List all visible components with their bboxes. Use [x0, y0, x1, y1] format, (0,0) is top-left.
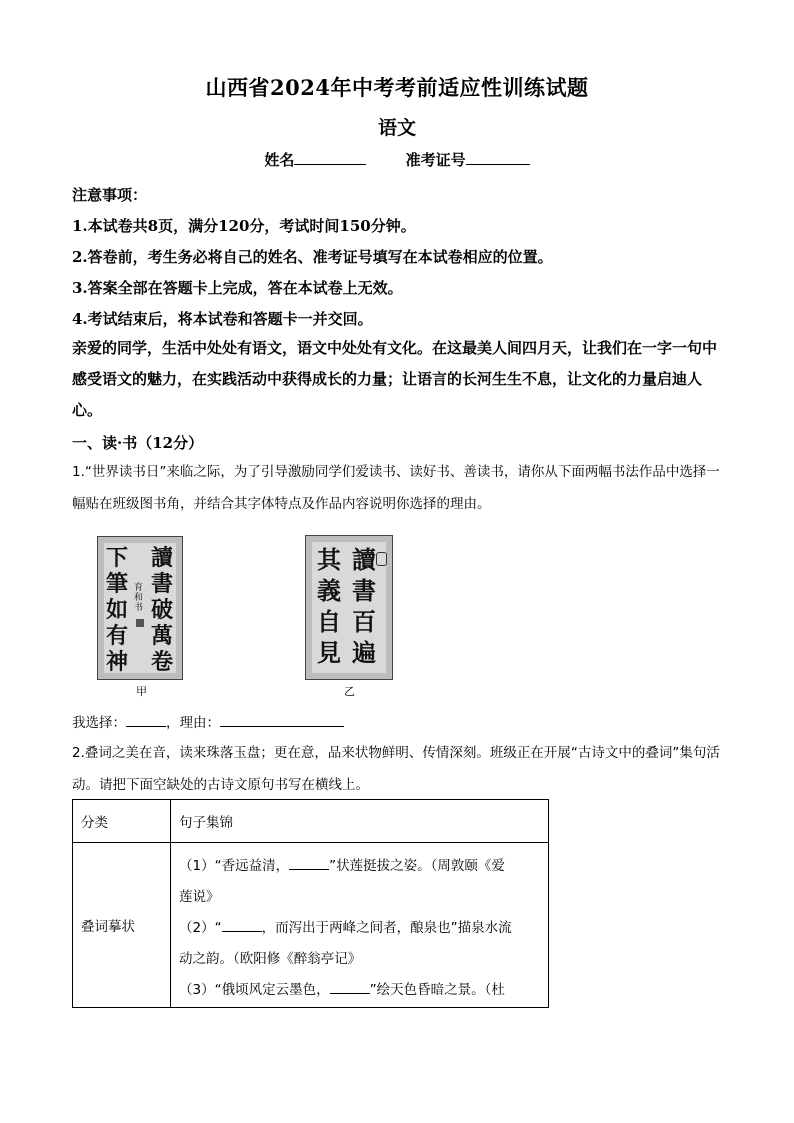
reason-blank[interactable]: [220, 714, 344, 727]
calligraphy-a-image: [97, 536, 183, 680]
answer-blank-1[interactable]: [289, 857, 329, 870]
note-item-3: 3.答案全部在答题卡上完成，答在本试卷上无效。: [72, 279, 403, 297]
section-1-heading: 一、读·书（12分）: [72, 434, 204, 452]
sentence-line-3: [179, 913, 540, 944]
seal-icon: [136, 619, 144, 627]
name-label: 姓名: [264, 151, 295, 169]
calligraphy-b-col1: 讀書百遍: [352, 545, 376, 667]
sentence-line-5: [179, 975, 540, 1006]
intro-paragraph: 亲爱的同学，生活中处处有语文，语文中处处有文化。在这最美人间四月天，让我们在一字一句中感受语文的魅力，在实践活动中获得成长的力量；让语言的长河生生不息，让文化的力量启迪人心。: [72, 339, 718, 419]
note-item-1: 1.本试卷共8页，满分120分，考试时间150分钟。: [72, 217, 416, 235]
sentence-post: ”状莲挺拔之姿。（周敦颐《爱: [329, 857, 505, 874]
sentence-table: [72, 799, 549, 1008]
sentence-post: ，而泻出于两峰之间者，酿泉也”描泉水流: [261, 919, 512, 936]
answer-blank-2[interactable]: [222, 919, 262, 932]
table-row-category: 叠词摹状: [73, 843, 171, 1008]
sentence-pre: （1）“香远益清，: [179, 857, 290, 874]
caption-a: 甲: [136, 685, 147, 698]
choose-label: 我选择：: [72, 715, 126, 731]
choice-blank[interactable]: [126, 714, 166, 727]
answer-blank-3[interactable]: [330, 981, 370, 994]
sentence-pre: （3）“俄顷风定云墨色，: [179, 981, 330, 998]
name-blank: [294, 150, 366, 165]
caption-b: 乙: [344, 685, 355, 698]
exam-subject: 语文: [377, 117, 416, 139]
sentence-line-2: [179, 882, 540, 913]
reason-label: ，理由：: [166, 715, 220, 731]
sentence-pre: （2）“: [179, 919, 222, 936]
notes-heading: 注意事项：: [72, 186, 148, 204]
sentence-post: ”绘天色昏暗之景。（杜: [369, 981, 505, 998]
calligraphy-a-signature: 育和书: [134, 583, 144, 613]
id-label: 准考证号: [405, 151, 466, 169]
sentence-pre: 动之韵。（欧阳修《醉翁亭记》: [179, 950, 362, 967]
exam-title: 山西省2024年中考考前适应性训练试题: [205, 75, 589, 100]
table-header-sentences: 句子集锦: [171, 800, 549, 843]
calligraphy-a-col2: 下筆如有神: [106, 545, 129, 675]
table-row-sentences: [171, 843, 549, 1008]
choice-line: [72, 711, 344, 731]
question-2-text: 2.叠词之美在音，读来珠落玉盘；更在意，品来状物鲜明、传情深刻。班级正在开展“古诗文中的叠词”集句活动。请把下面空缺处的古诗文原句书写在横线上。: [72, 745, 720, 793]
table-header-category: 分类: [73, 800, 171, 843]
note-item-2: 2.答卷前，考生务必将自己的姓名、准考证号填写在本试卷相应的位置。: [72, 248, 553, 266]
calligraphy-b-col2: 其義自見: [317, 545, 341, 667]
sentence-pre: 莲说》: [179, 888, 220, 905]
sentence-line-1: [179, 851, 540, 882]
calligraphy-a-col1: 讀書破萬卷: [151, 545, 174, 675]
name-row: [0, 149, 794, 170]
note-item-4: 4.考试结束后，将本试卷和答题卡一并交回。: [72, 310, 373, 328]
calligraphy-b-image: [305, 535, 393, 680]
seal-icon: [376, 552, 387, 566]
sentence-line-4: [179, 944, 540, 975]
question-1-text: 1.“世界读书日”来临之际，为了引导激励同学们爱读书、读好书、善读书，请你从下面两幅书法作品中选择一幅贴在班级图书角，并结合其字体特点及作品内容说明你选择的理由。: [72, 464, 720, 512]
id-blank: [466, 150, 530, 165]
